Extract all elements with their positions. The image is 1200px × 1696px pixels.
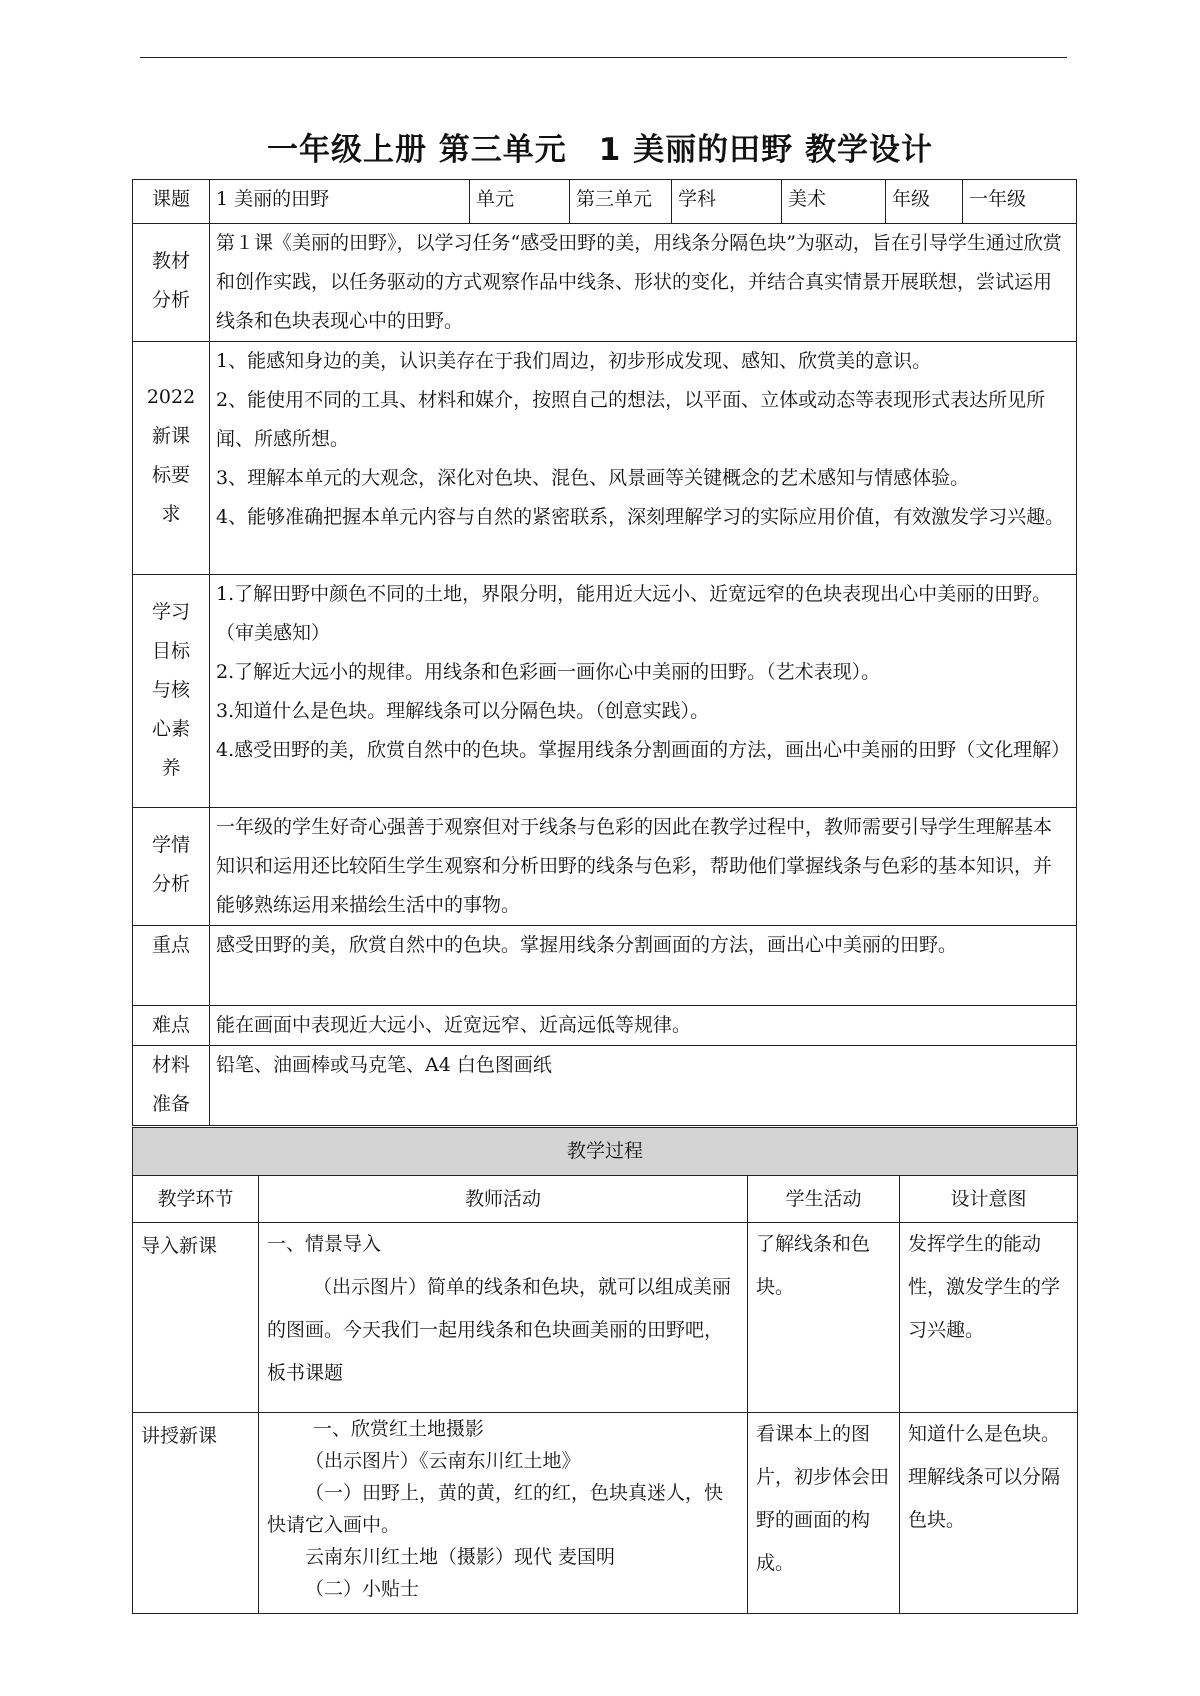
teacher-activity-line: （出示图片）简单的线条和色块，就可以组成美丽的图画。今天我们一起用线条和色块画美丽的田野吧，板书课题 — [267, 1276, 732, 1384]
unit-label: 单元 — [470, 180, 570, 224]
grade-value: 一年级 — [963, 180, 1077, 224]
subject-label: 学科 — [672, 180, 782, 224]
student-analysis-content: 一年级的学生好奇心强善于观察但对于线条与色彩的因此在教学过程中，教师需要引导学生理解基本知识和运用还比较陌生学生观察和分析田野的线条与色彩，帮助他们掌握线条与色彩的基本知识，并能够熟练运用来描绘生活中的事物。 — [210, 808, 1077, 926]
curriculum-standard-row — [133, 342, 1077, 575]
header-student-activity: 学生活动 — [748, 1176, 900, 1223]
process-header-row — [133, 1176, 1078, 1223]
student-analysis-row — [133, 808, 1077, 926]
header-stage: 教学环节 — [133, 1176, 259, 1223]
student-analysis-label: 学情 分析 — [133, 808, 210, 926]
learning-objectives-content: 1.了解田野中颜色不同的土地，界限分明，能用近大远小、近宽远窄的色块表现出心中美丽的田野。（审美感知） 2.了解近大远小的规律。用线条和色彩画一画你心中美丽的田野。（艺术表现）。 3.知道什么是色块。理解线条可以分隔色块。（创意实践）。 4.感受田野的美，欣赏自然中的色块。掌握用线条分割画面的方法，画出心中美丽的田野（文化理解） — [210, 575, 1077, 808]
stage-intro: 导入新课 — [133, 1223, 259, 1413]
teacher-activity-line: 一、欣赏红土地摄影 — [313, 1418, 485, 1440]
materials-content: 铅笔、油画棒或马克笔、A4 白色图画纸 — [210, 1046, 1077, 1126]
header-design-intent: 设计意图 — [900, 1176, 1078, 1223]
header-teacher-activity: 教师活动 — [259, 1176, 748, 1223]
difficulties-row — [133, 1006, 1077, 1046]
learning-objectives-row — [133, 575, 1077, 808]
student-activity-intro: 了解线条和色块。 — [748, 1223, 900, 1413]
key-points-row — [133, 926, 1077, 1006]
document-title: 一年级上册 第三单元 1 美丽的田野 教学设计 — [267, 132, 933, 168]
unit-value: 第三单元 — [570, 180, 672, 224]
key-points-content: 感受田野的美，欣赏自然中的色块。掌握用线条分割画面的方法，画出心中美丽的田野。 — [210, 926, 1077, 1006]
teacher-activity-line: （一）田野上，黄的黄，红的红，色块真迷人，快快请它入画中。 — [267, 1482, 724, 1536]
process-row-intro — [133, 1223, 1078, 1413]
design-intent-new-lesson: 知道什么是色块。理解线条可以分隔色块。 — [900, 1413, 1078, 1614]
teaching-process-table — [132, 1127, 1078, 1614]
header-rule — [140, 57, 1067, 58]
process-band-row — [133, 1128, 1078, 1176]
curriculum-standard-content: 1、能感知身边的美，认识美存在于我们周边，初步形成发现、感知、欣赏美的意识。 2、能使用不同的工具、材料和媒介，按照自己的想法，以平面、立体或动态等表现形式表达所见所闻、所感所想。 3、理解本单元的大观念，深化对色块、混色、风景画等关键概念的艺术感知与情感体验。 4、能够准确把握本单元内容与自然的紧密联系，深刻理解学习的实际应用价值，有效激发学习兴趣。 — [210, 342, 1077, 575]
stage-new-lesson: 讲授新课 — [133, 1413, 259, 1614]
materials-row — [133, 1046, 1077, 1126]
grade-label: 年级 — [886, 180, 963, 224]
topic-label: 课题 — [133, 180, 210, 224]
key-points-label: 重点 — [133, 926, 210, 1006]
textbook-analysis-content: 第１课《美丽的田野》，以学习任务“感受田野的美，用线条分隔色块”为驱动，旨在引导学生通过欣赏和创作实践，以任务驱动的方式观察作品中线条、形状的变化，并结合真实情景开展联想，尝试运用线条和色块表现心中的田野。 — [210, 224, 1077, 342]
design-intent-intro: 发挥学生的能动性，激发学生的学习兴趣。 — [900, 1223, 1078, 1413]
textbook-analysis-row — [133, 224, 1077, 342]
teacher-activity-line: 一、情景导入 — [267, 1233, 382, 1255]
learning-objectives-label: 学习 目标 与核 心素 养 — [133, 575, 210, 808]
difficulties-label: 难点 — [133, 1006, 210, 1046]
lesson-info-table — [132, 179, 1077, 1126]
teacher-activity-intro — [259, 1223, 748, 1413]
process-row-new-lesson — [133, 1413, 1078, 1614]
textbook-analysis-label: 教材 分析 — [133, 224, 210, 342]
student-activity-new-lesson: 看课本上的图片，初步体会田野的画面的构成。 — [748, 1413, 900, 1614]
topic-row — [133, 180, 1077, 224]
topic-value: 1 美丽的田野 — [210, 180, 470, 224]
teacher-activity-new-lesson — [259, 1413, 748, 1614]
subject-value: 美术 — [782, 180, 886, 224]
teacher-activity-line: （二）小贴士 — [305, 1578, 420, 1600]
teacher-activity-line: （出示图片）《云南东川红土地》 — [305, 1450, 581, 1472]
process-band-title: 教学过程 — [133, 1128, 1078, 1176]
materials-label: 材料 准备 — [133, 1046, 210, 1126]
difficulties-content: 能在画面中表现近大远小、近宽远窄、近高远低等规律。 — [210, 1006, 1077, 1046]
teacher-activity-line: 云南东川红土地（摄影）现代 麦国明 — [305, 1546, 616, 1568]
curriculum-standard-label: 2022 新课 标要 求 — [133, 342, 210, 575]
